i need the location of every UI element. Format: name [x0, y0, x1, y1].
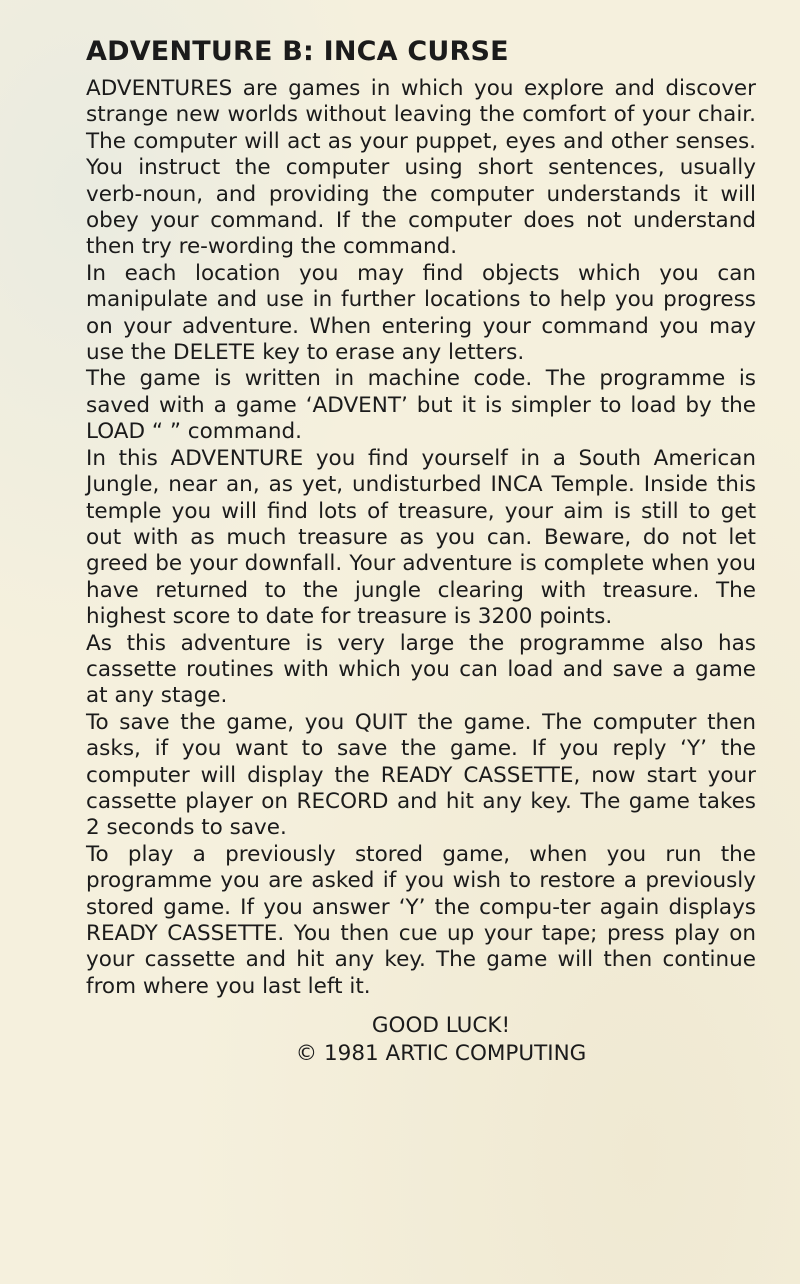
sign-off: GOOD LUCK! — [371, 1013, 511, 1039]
paragraph-cassette: As this adventure is very large the programme also has cassette routines with which you can load and save a game at any stage. — [86, 630, 756, 709]
paragraph-objects: In each location you may find objects which you can manipulate and use in further locations to help you progress on your adventure. When entering your command you may use the DELETE key to erase any letters. — [86, 260, 756, 366]
paragraph-save: To save the game, you QUIT the game. The computer then asks, if you want to save the game. If you reply ‘Y’ the computer will display the READY CASSETTE, now start your cassette player on RECORD and hit any key. The game takes 2 seconds to save. — [86, 709, 756, 841]
paragraph-intro: ADVENTURES are games in which you explore and discover strange new worlds without leaving the comfort of your chair. The computer will act as your puppet, eyes and other senses. You instruct the computer using short sentences, usually verb-noun, and providing the computer understands it will obey your command. If the computer does not understand then try re-wording the command. — [86, 76, 756, 260]
paragraph-loading: The game is written in machine code. The programme is saved with a game ‘ADVENT’ but it is simpler to load by the LOAD “ ” command. — [86, 366, 756, 445]
copyright-notice: © 1981 ARTIC COMPUTING — [295, 1041, 587, 1067]
document-content — [86, 34, 756, 1068]
paragraph-restore: To play a previously stored game, when you run the programme you are asked if you wish to restore a previously stored game. If you answer ‘Y’ the compu-ter again displays READY CASSETTE. You then cue up your tape; press play on your cassette and hit any key. The game will then continue from where you last left it. — [86, 841, 756, 999]
paragraph-story: In this ADVENTURE you find yourself in a South American Jungle, near an, as yet, undisturbed INCA Temple. Inside this temple you will find lots of treasure, your aim is still to get out with as much treasure as you can. Beware, do not let greed be your downfall. Your adventure is complete when you have returned to the jungle clearing with treasure. The highest score to date for treasure is 3200 points. — [86, 445, 756, 630]
body-text — [86, 76, 756, 1000]
page-title: ADVENTURE B: INCA CURSE — [86, 36, 509, 67]
footer — [86, 1012, 756, 1068]
